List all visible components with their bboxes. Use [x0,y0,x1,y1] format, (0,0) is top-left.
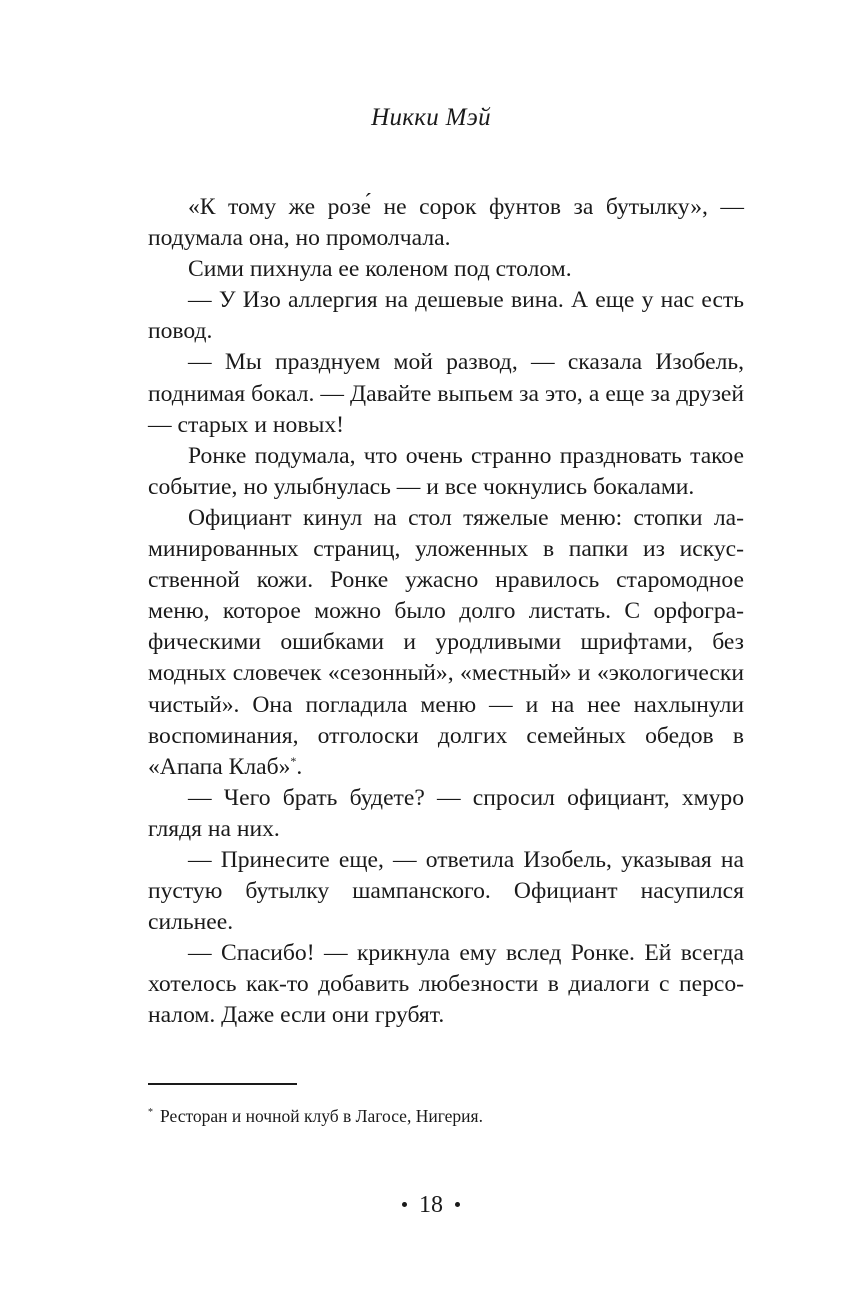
paragraph-9: — Спасибо! — крикнула ему вслед Ронке. Ей всегда хотелось как-то добавить любезности в диалоги с персоналом. Даже если они грубят. [148,940,744,1029]
paragraph-6 [148,503,744,783]
page-number [0,1190,862,1220]
footnote-reference[interactable]: * [290,753,297,768]
paragraph-8: — Принесите еще, — ответила Изобель, указывая на пустую бутылку шампанского. Официант насупился сильнее. [148,846,744,936]
folio-dot-left-icon [402,1202,407,1207]
footnote-divider [148,1083,297,1085]
paragraph-7: — Чего брать будете? — спросил официант, хмуро глядя на них. [148,784,744,842]
footnote-marker: * [148,1107,153,1119]
paragraph-1: «К тому же розе́ не сорок фунтов за бутылку», — подумала она, но промолчала. [148,194,744,252]
paragraph-6-tail: . [296,753,303,780]
page-number-value: 18 [419,1192,443,1218]
paragraph-2: Сими пихнула ее коленом под столом. [188,256,572,283]
footnote-text: Ресторан и ночной клуб в Лагосе, Нигерия. [160,1106,483,1126]
paragraph-5: Ронке подумала, что очень странно праздновать такое событие, но улыбнулась — и все чокнулись бокалами. [148,442,744,500]
folio-dot-right-icon [455,1202,460,1207]
footnote [148,1104,744,1128]
running-head-author: Никки Мэй [371,104,491,131]
paragraph-4: — Мы празднуем мой развод, — сказала Изобель, поднимая бокал. — Давайте выпьем за это, а еще за друзей — старых и новых! [148,349,744,438]
paragraph-6-text: Официант кинул на стол тяжелые меню: стопки ламинированных страниц, уложенных в папки из искусственной кожи. Ронке ужасно нравилось старомодное меню, которое можно было долго листать. С орфографическими ошибками и уродливыми шрифтами, без модных словечек «сезонный», «местный» и «экологически чистый». Она погладила меню — и на нее нахлынули воспоминания, отголоски долгих семейных обедов в «Апапа Клаб» [148,504,744,780]
body-text [148,192,744,1032]
paragraph-3: — У Изо аллергия на дешевые вина. А еще у нас есть повод. [148,287,744,345]
